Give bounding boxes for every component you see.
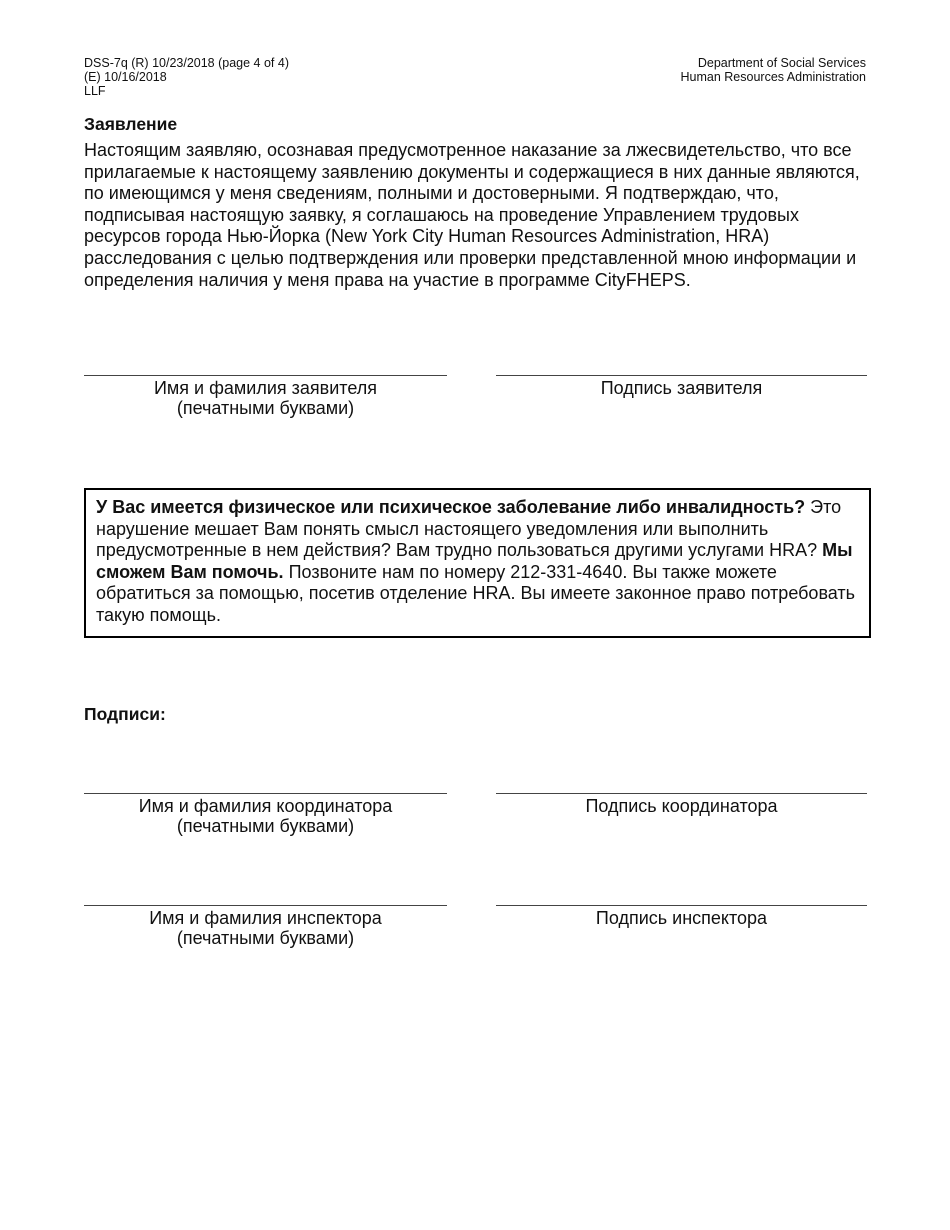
notice-heading: У Вас имеется физическое или психическое заболевание либо инвалидность? (96, 497, 806, 517)
form-number: DSS-7q (R) 10/23/2018 (page 4 of 4) (84, 56, 289, 70)
agency-department: Department of Social Services (697, 56, 866, 70)
form-language-code: LLF (84, 84, 106, 98)
agency-block (681, 56, 867, 84)
statement-body: Настоящим заявляю, осознавая предусмотренное наказание за лжесвидетельство, что все прилагаемые к настоящему заявлению документы и содержащиеся в них данные являются, по имеющимся у меня сведениям, полными и достоверными. Я подтверждаю, что, подписывая настоящую заявку, я соглашаюсь на проведение Управлением трудовых ресурсов города Нью-Йорка (New York City Human Resources Administration, HRA) расследования с целью подтверждения или проверки представленной мною информации и определения наличия у меня права на участие в программе CityFHEPS. (84, 140, 860, 290)
inspector-name-label-line1: Имя и фамилия инспектора (149, 908, 382, 928)
notice-help-bold: Мы сможем Вам помочь. (96, 540, 853, 582)
coordinator-signature-line[interactable] (496, 793, 867, 794)
coordinator-name-label-line2: (печатными буквами) (176, 816, 355, 836)
inspector-signature-label: Подпись инспектора (595, 908, 768, 928)
notice-text-1: Это нарушение мешает Вам понять смысл настоящего уведомления или выполнить предусмотренные в нем действия? Вам трудно пользоваться другими услугами HRA? (96, 497, 842, 560)
statement-title: Заявление (84, 114, 178, 134)
applicant-name-label (84, 378, 447, 418)
inspector-name-label (84, 908, 447, 948)
applicant-signature-line[interactable] (496, 375, 867, 376)
agency-administration: Human Resources Administration (680, 70, 866, 84)
signatures-title: Подписи: (84, 704, 166, 724)
form-id-block (84, 56, 289, 98)
coordinator-name-label (84, 796, 447, 836)
inspector-signature-line[interactable] (496, 905, 867, 906)
coordinator-name-label-line1: Имя и фамилия координатора (138, 796, 393, 816)
form-english-date: (E) 10/16/2018 (84, 70, 167, 84)
applicant-name-label-line2: (печатными буквами) (176, 398, 355, 418)
inspector-name-line[interactable] (84, 905, 447, 906)
applicant-signature-label: Подпись заявителя (600, 378, 763, 398)
applicant-name-label-line1: Имя и фамилия заявителя (153, 378, 377, 398)
disability-notice-box (84, 488, 871, 638)
inspector-name-label-line2: (печатными буквами) (176, 928, 355, 948)
coordinator-name-line[interactable] (84, 793, 447, 794)
applicant-name-line[interactable] (84, 375, 447, 376)
coordinator-signature-label: Подпись координатора (585, 796, 778, 816)
notice-text-2: Позвоните нам по номеру 212-331-4640. Вы также можете обратиться за помощью, посетив отделение HRA. Вы имеете законное право потребовать такую помощь. (96, 561, 856, 625)
